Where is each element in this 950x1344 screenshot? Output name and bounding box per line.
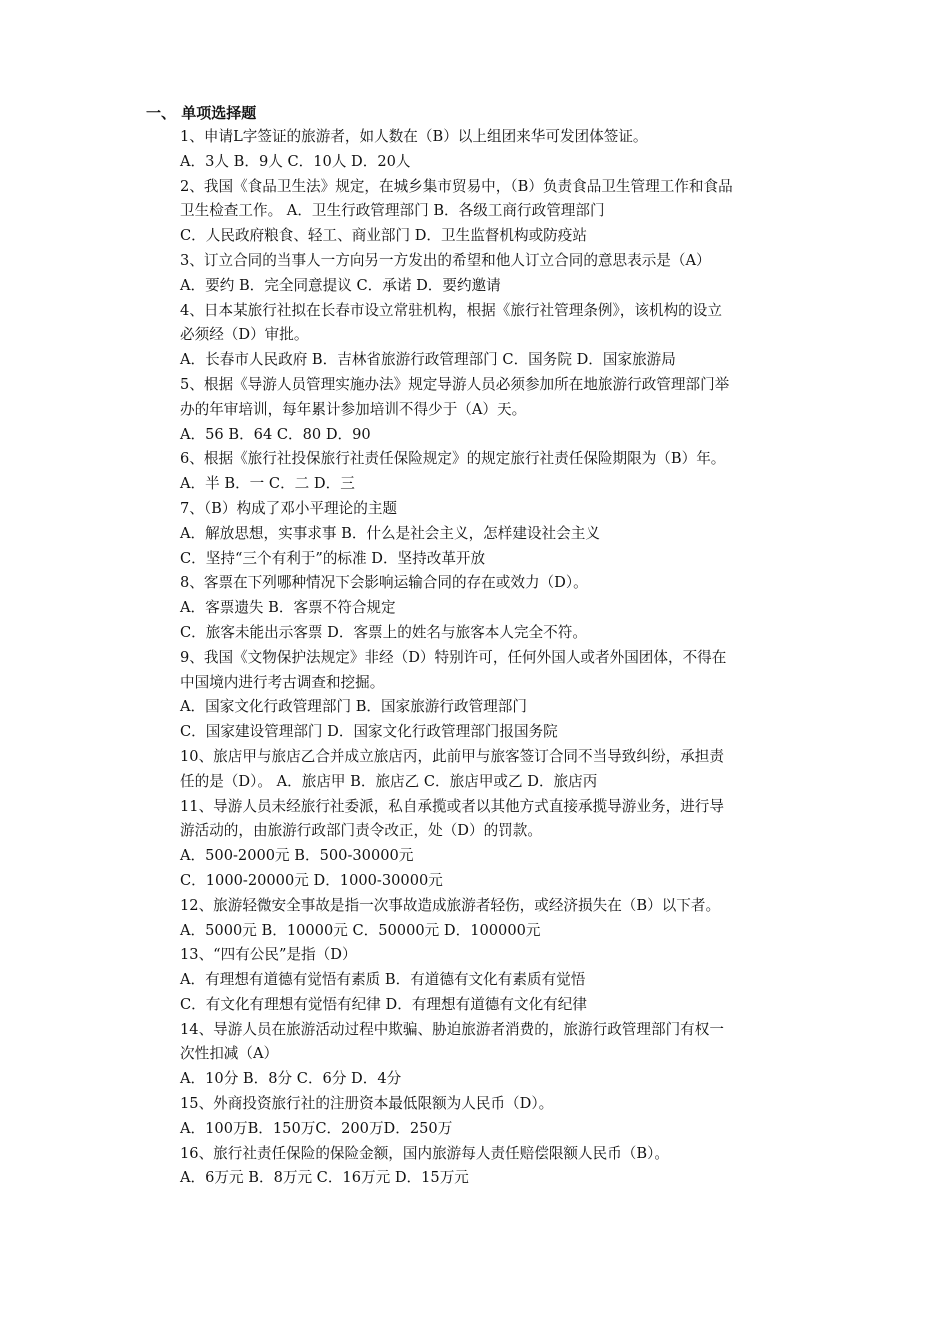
- text-line: 7、（B）构成了邓小平理论的主题: [180, 499, 398, 517]
- text-line: 16、旅行社责任保险的保险金额，国内旅游每人责任赔偿限额人民币（B）。: [180, 1144, 669, 1162]
- text-line: 10、旅店甲与旅店乙合并成立旅店丙，此前甲与旅客签订合同不当导致纠纷，承担责: [180, 747, 724, 765]
- text-line: A．6万元 B．8万元 C．16万元 D．15万元: [180, 1169, 469, 1187]
- text-line: 14、导游人员在旅游活动过程中欺骗、胁迫旅游者消费的，旅游行政管理部门有权一: [180, 1020, 724, 1038]
- text-line: 次性扣减（A）: [180, 1045, 279, 1063]
- text-line: 6、根据《旅行社投保旅行社责任保险规定》的规定旅行社责任保险期限为（B）年。: [180, 450, 726, 468]
- text-line: A．要约 B．完全同意提议 C．承诺 D．要约邀请: [180, 276, 501, 294]
- text-line: A．56 B．64 C．80 D．90: [180, 425, 371, 443]
- question-list: [180, 125, 810, 1191]
- text-line: C．坚持“三个有利于”的标准 D．坚持改革开放: [180, 549, 486, 567]
- text-line: 4、日本某旅行社拟在长春市设立常驻机构，根据《旅行社管理条例》，该机构的设立: [180, 301, 722, 319]
- text-line: A．10分 B．8分 C．6分 D．4分: [180, 1070, 402, 1088]
- text-line: 游活动的，由旅游行政部门责令改正，处（D）的罚款。: [180, 822, 542, 840]
- text-line: A．国家文化行政管理部门 B．国家旅游行政管理部门: [180, 698, 527, 716]
- text-line: A．100万B．150万C．200万D．250万: [180, 1119, 453, 1137]
- text-line: 15、外商投资旅行社的注册资本最低限额为人民币（D）。: [180, 1095, 554, 1113]
- text-line: C．人民政府粮食、轻工、商业部门 D．卫生监督机构或防疫站: [180, 227, 587, 245]
- text-line: A．半 B．一 C．二 D．三: [180, 475, 355, 493]
- text-line: C．旅客未能出示客票 D．客票上的姓名与旅客本人完全不符。: [180, 623, 587, 641]
- text-line: A．500-2000元 B．500-30000元: [180, 847, 414, 865]
- text-line: 11、导游人员未经旅行社委派，私自承揽或者以其他方式直接承揽导游业务，进行导: [180, 797, 724, 815]
- text-line: 8、客票在下列哪种情况下会影响运输合同的存在或效力（D）。: [180, 574, 588, 592]
- text-line: C．国家建设管理部门 D．国家文化行政管理部门报国务院: [180, 723, 558, 741]
- text-line: A．解放思想，实事求事 B．什么是社会主义，怎样建设社会主义: [180, 524, 600, 542]
- text-line: A．3人 B．9人 C．10人 D．20人: [180, 152, 411, 170]
- text-line: 中国境内进行考古调查和挖掘。: [180, 673, 385, 691]
- text-line: 13、“四有公民”是指（D）: [180, 946, 357, 964]
- text-line: 3、订立合同的当事人一方向另一方发出的希望和他人订立合同的意思表示是（A）: [180, 251, 711, 269]
- text-line: 12、旅游轻微安全事故是指一次事故造成旅游者轻伤，或经济损失在（B）以下者。: [180, 896, 721, 914]
- text-line: 卫生检查工作。 A．卫生行政管理部门 B．各级工商行政管理部门: [180, 202, 605, 220]
- text-line: 2、我国《食品卫生法》规定，在城乡集市贸易中，（B）负责食品卫生管理工作和食品: [180, 177, 733, 195]
- text-line: A．客票遗失 B．客票不符合规定: [180, 599, 396, 617]
- text-line: 5、根据《导游人员管理实施办法》规定导游人员必须参加所在地旅游行政管理部门举: [180, 375, 730, 393]
- text-line: C．1000-20000元 D．1000-30000元: [180, 871, 443, 889]
- text-line: A．有理想有道德有觉悟有素质 B．有道德有文化有素质有觉悟: [180, 971, 586, 989]
- text-line: 任的是（D）。 A．旅店甲 B．旅店乙 C．旅店甲或乙 D．旅店丙: [180, 772, 598, 790]
- section-heading: 一、 单项选择题: [146, 104, 257, 122]
- text-line: C．有文化有理想有觉悟有纪律 D．有理想有道德有文化有纪律: [180, 995, 587, 1013]
- text-line: 办的年审培训，每年累计参加培训不得少于（A）天。: [180, 400, 527, 418]
- text-line: A．5000元 B．10000元 C．50000元 D．100000元: [180, 921, 541, 939]
- text-line: 1、申请L字签证的旅游者，如人数在（B）以上组团来华可发团体签证。: [180, 128, 648, 145]
- text-line: 9、我国《文物保护法规定》非经（D）特别许可，任何外国人或者外国团体，不得在: [180, 648, 727, 666]
- text-line: 必须经（D）审批。: [180, 326, 309, 344]
- text-line: A．长春市人民政府 B．吉林省旅游行政管理部门 C．国务院 D．国家旅游局: [180, 351, 676, 369]
